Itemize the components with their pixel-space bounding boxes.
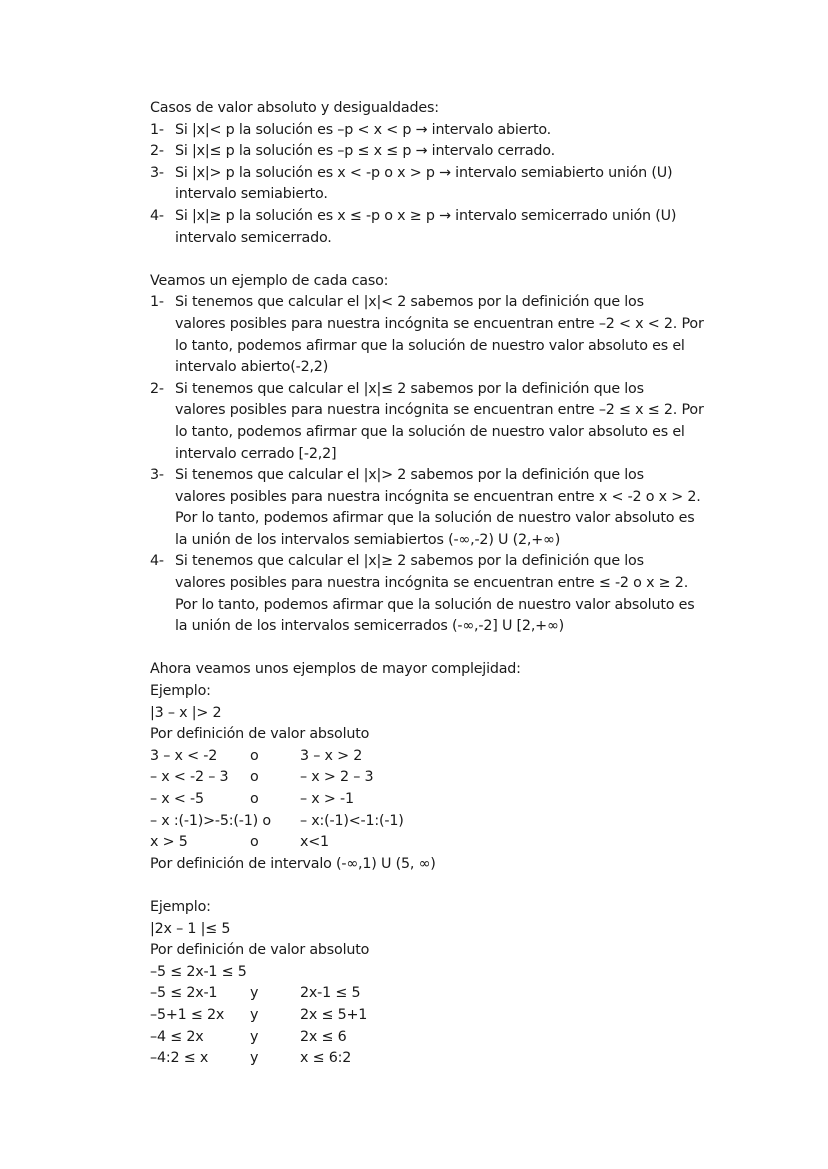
combined-inequality: –5 ≤ 2x-1 ≤ 5	[150, 963, 247, 980]
document-page	[150, 98, 750, 1070]
text-line: Si tenemos que calcular el |x|≥ 2 sabemos por la definición que los	[175, 553, 644, 570]
inequality: –4 ≤ 2x	[150, 1028, 204, 1045]
cases-list	[150, 120, 750, 250]
list-item	[150, 206, 750, 249]
inequality: – x:(-1)<-1:(-1)	[300, 812, 404, 829]
step-row	[150, 746, 750, 768]
text-line: la unión de los intervalos semiabiertos (-∞,-2) U (2,+∞)	[175, 531, 561, 548]
list-item	[150, 379, 750, 465]
solution-steps	[150, 983, 750, 1069]
item-number: 1-	[150, 121, 164, 138]
text-line: Si tenemos que calcular el |x|≤ 2 sabemos por la definición que los	[175, 380, 644, 397]
section-heading: Veamos un ejemplo de cada caso:	[150, 272, 389, 289]
text-line: intervalo semicerrado.	[175, 229, 332, 246]
inequality: 2x-1 ≤ 5	[300, 985, 361, 1002]
examples-list	[150, 292, 750, 638]
inequality: x<1	[300, 834, 329, 851]
item-number: 2-	[150, 380, 164, 397]
step-row	[150, 1048, 750, 1070]
item-text	[175, 551, 694, 637]
definition-text: Por definición de valor absoluto	[150, 942, 370, 959]
inequality: x > 5	[150, 834, 188, 851]
connector: o	[250, 834, 259, 851]
example-label: Ejemplo:	[150, 683, 211, 700]
text-line: Si |x|≥ p la solución es x ≤ -p o x ≥ p → intervalo semicerrado unión (U)	[175, 207, 677, 224]
text-line: la unión de los intervalos semicerrados (-∞,-2] U [2,+∞)	[175, 618, 565, 635]
item-text	[175, 141, 555, 163]
connector: o	[250, 791, 259, 807]
list-item	[150, 163, 750, 206]
text-line: intervalo abierto(-2,2)	[175, 359, 329, 376]
item-text	[175, 120, 551, 142]
connector: o	[250, 747, 259, 764]
inequality: 3 – x > 2	[300, 747, 363, 764]
item-text	[175, 379, 704, 465]
text-line: valores posibles para nuestra incógnita se encuentran entre –2 < x < 2. Por	[175, 315, 704, 332]
example-1	[150, 681, 750, 875]
item-number: 4-	[150, 553, 164, 570]
text-line: valores posibles para nuestra incógnita se encuentran entre x < -2 o x > 2.	[175, 488, 701, 505]
inequality: 3 – x < -2	[150, 747, 218, 764]
connector: y	[250, 1028, 259, 1045]
inequality: – x < -5	[150, 791, 204, 807]
inequality: –4:2 ≤ x	[150, 1050, 209, 1067]
item-text	[175, 163, 672, 206]
inequality: –5+1 ≤ 2x	[150, 1006, 225, 1023]
definition-text: Por definición de valor absoluto	[150, 726, 370, 743]
inequality: x ≤ 6:2	[300, 1050, 352, 1067]
item-number: 2-	[150, 143, 164, 160]
inequality: 2x ≤ 5+1	[300, 1006, 368, 1023]
text-line: intervalo cerrado [-2,2]	[175, 445, 337, 462]
text-line: Si |x|< p la solución es –p < x < p → intervalo abierto.	[175, 121, 552, 138]
connector: y	[250, 1006, 259, 1023]
item-text	[175, 206, 676, 249]
inequality: – x > 2 – 3	[300, 769, 374, 786]
list-item	[150, 292, 750, 378]
list-item	[150, 551, 750, 637]
inequality: – x :(-1)>-5:(-1) o	[150, 812, 271, 829]
step-row	[150, 811, 750, 833]
solution-steps	[150, 746, 750, 854]
text-line: lo tanto, podemos afirmar que la solución de nuestro valor absoluto es el	[175, 337, 685, 354]
list-item	[150, 465, 750, 551]
list-item	[150, 120, 750, 142]
example-expression: |2x – 1 |≤ 5	[150, 920, 231, 937]
inequality: – x < -2 – 3	[150, 769, 229, 786]
text-line: Por lo tanto, podemos afirmar que la solución de nuestro valor absoluto es	[175, 596, 695, 613]
text-line: Si |x|> p la solución es x < -p o x > p → intervalo semiabierto unión (U)	[175, 164, 673, 181]
connector	[250, 811, 300, 833]
connector: y	[250, 985, 259, 1002]
section-heading: Casos de valor absoluto y desigualdades:	[150, 100, 439, 116]
text-line: valores posibles para nuestra incógnita se encuentran entre ≤ -2 o x ≥ 2.	[175, 575, 689, 592]
step-row	[150, 789, 750, 811]
text-line: Si tenemos que calcular el |x|> 2 sabemos por la definición que los	[175, 467, 644, 484]
example-2	[150, 897, 750, 1070]
step-row	[150, 1027, 750, 1049]
list-item	[150, 141, 750, 163]
item-text	[175, 465, 701, 551]
text-line: Por lo tanto, podemos afirmar que la solución de nuestro valor absoluto es	[175, 510, 695, 527]
example-expression: |3 – x |> 2	[150, 704, 222, 721]
example-label: Ejemplo:	[150, 898, 211, 915]
section-heading: Ahora veamos unos ejemplos de mayor complejidad:	[150, 661, 521, 678]
inequality: –5 ≤ 2x-1	[150, 985, 218, 1002]
text-line: lo tanto, podemos afirmar que la solución de nuestro valor absoluto es el	[175, 423, 685, 440]
text-line: Si tenemos que calcular el |x|< 2 sabemos por la definición que los	[175, 294, 644, 311]
step-row	[150, 983, 750, 1005]
item-number: 3-	[150, 164, 164, 181]
text-line: Si |x|≤ p la solución es –p ≤ x ≤ p → intervalo cerrado.	[175, 143, 555, 160]
item-number: 3-	[150, 467, 164, 484]
step-row	[150, 832, 750, 854]
connector: o	[250, 769, 259, 786]
connector: y	[250, 1050, 259, 1067]
inequality: 2x ≤ 6	[300, 1028, 347, 1045]
step-row	[150, 1005, 750, 1027]
item-number: 1-	[150, 294, 164, 311]
text-line: valores posibles para nuestra incógnita se encuentran entre –2 ≤ x ≤ 2. Por	[175, 402, 704, 419]
item-number: 4-	[150, 207, 164, 224]
result-text: Por definición de intervalo (-∞,1) U (5, ∞)	[150, 855, 436, 872]
inequality: – x > -1	[300, 791, 354, 807]
item-text	[175, 292, 704, 378]
step-row	[150, 767, 750, 789]
text-line: intervalo semiabierto.	[175, 186, 328, 203]
